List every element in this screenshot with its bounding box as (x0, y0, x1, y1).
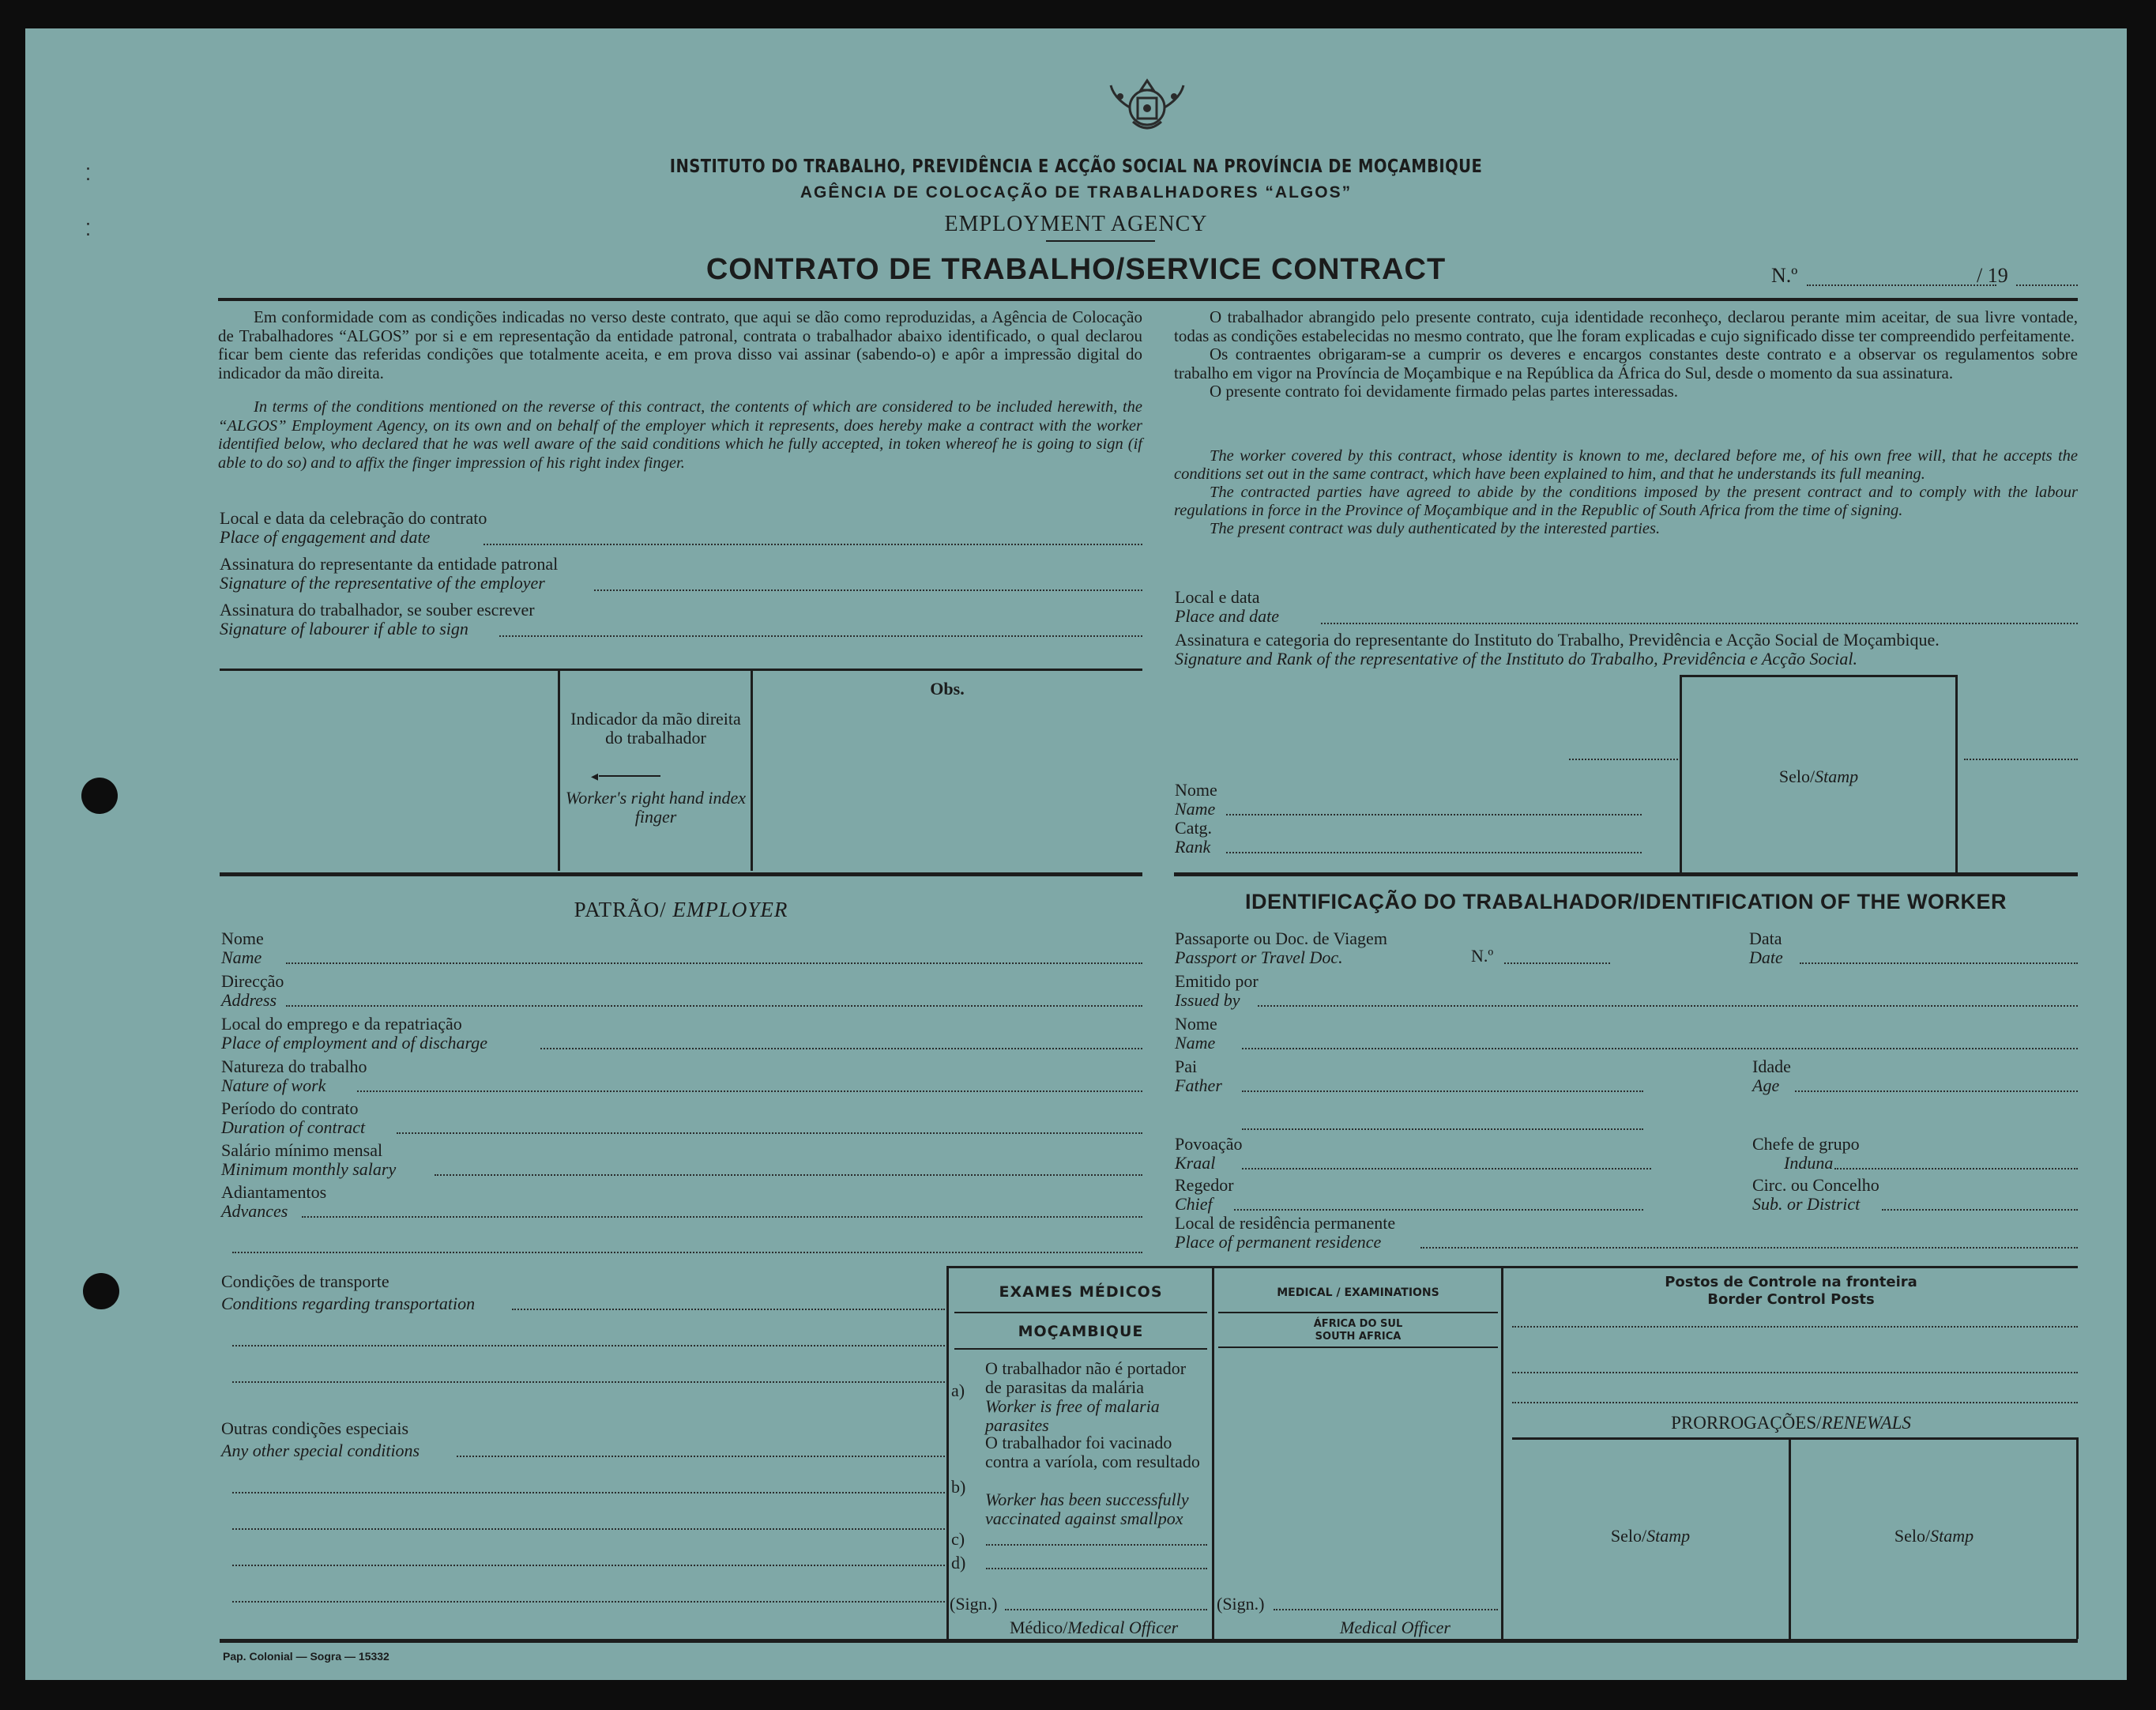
residence-label-en: Place of permanent residence (1175, 1232, 1382, 1252)
border-post-line2[interactable] (1512, 1372, 2078, 1373)
employer-field-label-pt: Nome (221, 928, 264, 948)
mz-officer-pt: Médico/ (1010, 1618, 1068, 1637)
employer-field-label-pt: Adiantamentos (221, 1182, 327, 1202)
age-field[interactable] (1795, 1090, 2078, 1092)
border-posts-title: Postos de Controle na fronteira (1665, 1274, 1917, 1290)
district-field[interactable] (1882, 1209, 2078, 1211)
renewals-pt: PRORROGAÇÕES/ (1671, 1413, 1822, 1433)
other-conditions-field[interactable] (457, 1456, 945, 1457)
mozambique-divider (954, 1348, 1207, 1350)
other-conditions-line2[interactable] (232, 1492, 945, 1493)
renewal-stamp-2-pt: Selo/ (1894, 1526, 1931, 1546)
worker-name-field[interactable] (1242, 1048, 2078, 1049)
issued-label-en: Issued by (1175, 990, 1240, 1010)
contract-form (25, 28, 2127, 1680)
medical-examinations-title: MEDICAL / EXAMINATIONS (1277, 1286, 1439, 1299)
other-conditions-label-en: Any other special conditions (221, 1441, 420, 1460)
place-label-pt: Local e data da celebração do contrato (220, 508, 487, 528)
other-conditions-line3[interactable] (232, 1528, 945, 1530)
finger-label-pt: Indicador da mão direita do trabalhador (570, 709, 741, 748)
renewals-en: RENEWALS (1821, 1413, 1911, 1433)
renewal-stamp-1[interactable] (1514, 1527, 1787, 1546)
employer-field-label-en: Nature of work (221, 1075, 326, 1095)
header-rule (218, 298, 2078, 301)
employer-field-label-en: Minimum monthly salary (221, 1159, 397, 1179)
induna-label-pt: Chefe de grupo (1752, 1134, 1860, 1154)
stamp-label (1680, 767, 1958, 786)
passport-number-label: N.º (1471, 946, 1494, 966)
chief-label-pt: Regedor (1175, 1175, 1234, 1195)
passport-date-label-en: Date (1749, 947, 1783, 967)
declaration-en2: The contracted parties have agreed to abide by the conditions imposed by the present contract and to comply with the labour regulations in force in the Province of Moçambique and in the Republic of South Africa from the time of signing. (1174, 484, 2078, 519)
sa-divider-2 (1218, 1347, 1498, 1348)
kraal-field[interactable] (1242, 1168, 1651, 1170)
age-label-en: Age (1752, 1075, 1780, 1095)
declaration-pt1: O trabalhador abrangido pelo presente contrato, cuja identidade reconheço, declarou perante mim aceitar, de sua livre vontade, todas as condições estabelecidas no mesmo contrato, que lhe foram explicadas e cujo significado disse ter compreendido perfeitamente. (1174, 307, 2078, 345)
institute-signature-label-en: Signature and Rank of the representative of the Instituto do Trabalho, Previdência e Acção Social. (1175, 649, 1857, 669)
item-d-field[interactable] (986, 1568, 1207, 1569)
year-label: / 19 (1977, 264, 2008, 287)
worker-name-label-pt: Nome (1175, 1014, 1217, 1034)
intro-pt-text: Em conformidade com as condições indicadas no verso deste contrato, que aqui se dão como reproduzidas, a Agência de Colocação de Trabalhadores “ALGOS” por si e em representação da entidade patronal, contrata o trabalhador abaixo identificado, o qual declarou ficar bem ciente das referidas condições que totalmente aceita, e em prova disso vai assinar (sabendo-o) e apôr a impressão digital do indicador da mão direita. (218, 307, 1142, 382)
employer-field-label-pt: Salário mínimo mensal (221, 1140, 383, 1160)
rep-name-label-pt: Nome (1175, 780, 1217, 800)
transport-field-line3[interactable] (232, 1381, 945, 1383)
signature-labourer-label-pt: Assinatura do trabalhador, se souber escrever (220, 600, 535, 620)
other-conditions-line4[interactable] (232, 1565, 945, 1566)
place-date-field[interactable] (484, 544, 1142, 545)
signature-labourer-label-en: Signature of labourer if able to sign (220, 619, 468, 638)
declaration-pt (1174, 308, 2078, 401)
rep-name-field[interactable] (1226, 814, 1642, 815)
punch-hole-upper (81, 778, 118, 814)
sa-divider (1218, 1312, 1498, 1313)
renewal-stamp-2-en: Stamp (1930, 1526, 1974, 1546)
item-c-label: c) (951, 1529, 965, 1549)
medical-exams-divider (954, 1312, 1207, 1313)
renewals-rule (1512, 1437, 2078, 1440)
age-label-pt: Idade (1752, 1057, 1791, 1076)
mozambique-title: MOÇAMBIQUE (1018, 1323, 1144, 1340)
district-label-en: Sub. or District (1752, 1194, 1861, 1214)
employer-field-label-pt: Direcção (221, 971, 284, 991)
stamp-label-en: Stamp (1815, 766, 1859, 786)
mz-sign-field[interactable] (1005, 1609, 1207, 1610)
intro-paragraph-pt (218, 308, 1142, 382)
signature-employer-label-en: Signature of the representative of the employer (220, 573, 545, 593)
title-divider (1046, 240, 1155, 242)
employer-field-label-pt: Natureza do trabalho (221, 1057, 367, 1076)
fingerprint-box-right (751, 670, 753, 871)
father-field[interactable] (1242, 1090, 1643, 1092)
transport-field[interactable] (512, 1309, 945, 1310)
salary-field[interactable] (435, 1174, 1142, 1176)
renewals-title (1504, 1413, 2078, 1433)
rep-rank-label-en: Rank (1175, 837, 1211, 857)
institute-signature-label-pt: Assinatura e categoria do representante do Instituto do Trabalho, Previdência e Acção Social de Moçambique. (1175, 630, 1940, 650)
kraal-label-en: Kraal (1175, 1153, 1216, 1173)
right-section-rule (1174, 872, 2078, 876)
rep-rank-field[interactable] (1226, 852, 1642, 853)
passport-number-field[interactable] (1504, 962, 1610, 964)
agency-title: AGÊNCIA DE COLOCAÇÃO DE TRABALHADORES “ALGOS” (800, 183, 1353, 202)
other-conditions-label-pt: Outras condições especiais (221, 1418, 409, 1438)
passport-date-field[interactable] (1800, 962, 2078, 964)
page-title: CONTRATO DE TRABALHO/SERVICE CONTRACT (705, 253, 1447, 286)
smallpox-text-pt: O trabalhador foi vacinado contra a varíola, com resultado (985, 1433, 1200, 1471)
duration-field[interactable] (397, 1132, 1142, 1134)
transport-label-pt: Condições de transporte (221, 1271, 389, 1291)
employer-field-label-en: Duration of contract (221, 1117, 366, 1137)
border-posts-subtitle: Border Control Posts (1707, 1291, 1875, 1308)
edge-mark-upper: ⁚ (85, 164, 91, 184)
declaration-en3: The present contract was duly authenticated by the interested parties. (1210, 520, 1661, 537)
medical-exams-title: EXAMES MÉDICOS (999, 1283, 1163, 1301)
issued-by-field[interactable] (1258, 1005, 2078, 1007)
mz-officer-label (1010, 1618, 1178, 1637)
agency-subtitle: EMPLOYMENT AGENCY (944, 212, 1208, 236)
intro-en-text: In terms of the conditions mentioned on the reverse of this contract, the contents of which are considered to be included herewith, the “ALGOS” Employment Agency, on its own and on behalf of the employer which it represents, does hereby make a contract with the worker identified below, who declared that he was well aware of the said conditions which he fully accepted, in token whereof he is going to sign (if able to do so) and to affix the finger impression of his right index finger. (218, 398, 1142, 472)
renewal-stamp-2[interactable] (1792, 1527, 2076, 1546)
border-post-line1[interactable] (1512, 1326, 2078, 1328)
south-africa-pt: ÁFRICA DO SUL (1313, 1318, 1403, 1330)
signature-employer-label-pt: Assinatura do representante da entidade patronal (220, 554, 559, 574)
mz-sign-label: (Sign.) (950, 1594, 998, 1614)
malaria-text-pt: O trabalhador não é portador de parasitas da malária (985, 1358, 1187, 1397)
medical-col-mid (1212, 1266, 1214, 1639)
kraal-label-pt: Povoação (1175, 1134, 1243, 1154)
medical-col-left (946, 1266, 949, 1639)
lower-grid-top-rule (946, 1266, 2078, 1268)
employer-field-label-en: Name (221, 947, 262, 967)
passport-label-en: Passport or Travel Doc. (1175, 947, 1343, 967)
local-date-field[interactable] (1321, 623, 2078, 624)
contract-number-label: N.º (1771, 264, 1798, 287)
bottom-rule (220, 1639, 2078, 1643)
signature-employer-field[interactable] (594, 589, 1142, 591)
sa-officer-label: Medical Officer (1340, 1618, 1451, 1637)
issued-label-pt: Emitido por (1175, 971, 1259, 991)
employer-address-field[interactable] (286, 1005, 1142, 1007)
advances-field[interactable] (302, 1216, 1142, 1218)
father-field-line2[interactable] (1242, 1128, 1643, 1130)
arrow-left-icon: ◂ (591, 768, 599, 784)
item-b-label: b) (951, 1477, 966, 1497)
residence-label-pt: Local de residência permanente (1175, 1213, 1396, 1233)
chief-field[interactable] (1234, 1209, 1643, 1211)
stamp-right-dotline (1964, 759, 2078, 760)
year-field[interactable] (2016, 284, 2078, 286)
employer-field-label-pt: Local do emprego e da repatriação (221, 1014, 462, 1034)
worker-section-title: IDENTIFICAÇÃO DO TRABALHADOR/IDENTIFICATION OF THE WORKER (1245, 890, 2007, 913)
border-col-left (1501, 1266, 1503, 1639)
nature-of-work-field[interactable] (357, 1090, 1142, 1092)
item-d-label: d) (951, 1553, 966, 1573)
border-post-line3[interactable] (1512, 1402, 2078, 1403)
induna-label-en: Induna (1784, 1153, 1834, 1173)
father-label-en: Father (1175, 1075, 1222, 1095)
renewal-stamp-1-en: Stamp (1646, 1526, 1691, 1546)
fingerprint-box-top-rule (220, 669, 1142, 671)
employer-field-label-en: Advances (221, 1201, 288, 1221)
place-label-en: Place of engagement and date (220, 527, 431, 547)
obs-label: Obs. (930, 679, 965, 699)
advances-field-line2[interactable] (232, 1252, 1142, 1253)
employer-name-field[interactable] (286, 962, 1142, 964)
passport-label-pt: Passaporte ou Doc. de Viagem (1175, 928, 1387, 948)
chief-label-en: Chief (1175, 1194, 1213, 1214)
institute-title: INSTITUTO DO TRABALHO, PREVIDÊNCIA E ACÇÃO SOCIAL NA PROVÍNCIA DE MOÇAMBIQUE (669, 156, 1483, 177)
printer-footer: Pap. Colonial — Sogra — 15332 (223, 1650, 389, 1663)
worker-name-label-en: Name (1175, 1033, 1216, 1053)
intro-paragraph-en (218, 398, 1142, 473)
rep-rank-label-pt: Catg. (1175, 818, 1213, 838)
rep-name-label-en: Name (1175, 799, 1216, 819)
residence-field[interactable] (1420, 1247, 2078, 1249)
sa-sign-field[interactable] (1274, 1609, 1498, 1610)
employer-title-en: EMPLOYER (672, 898, 788, 921)
local-date-label-pt: Local e data (1175, 587, 1260, 607)
malaria-text-en: Worker is free of malaria parasites (985, 1396, 1160, 1435)
smallpox-text-en: Worker has been successfully vaccinated against smallpox (985, 1490, 1189, 1528)
declaration-en1: The worker covered by this contract, whose identity is known to me, declared before me, of his own free will, that he accepts the conditions set out in the same contract, which have been explained to him, and that he understands its full meaning. (1174, 447, 2078, 483)
edge-mark-lower: ⁚ (85, 220, 91, 239)
induna-field[interactable] (1834, 1168, 2078, 1170)
renewals-divider (1789, 1437, 1791, 1639)
employment-place-field[interactable] (540, 1048, 1142, 1049)
punch-hole-lower (83, 1273, 119, 1309)
finger-label-en: Worker's right hand index finger (565, 788, 747, 827)
fingerprint-box-bottom-rule (220, 872, 1142, 876)
employer-field-label-en: Address (221, 990, 277, 1010)
coat-of-arms-emblem (1106, 74, 1188, 136)
employer-title-pt: PATRÃO/ (574, 898, 667, 921)
contract-number-field[interactable] (1807, 284, 1996, 286)
passport-date-label-pt: Data (1749, 928, 1782, 948)
employer-field-label-en: Place of employment and of discharge (221, 1033, 488, 1053)
mz-officer-en: Medical Officer (1067, 1618, 1179, 1637)
south-africa-en: SOUTH AFRICA (1315, 1331, 1402, 1343)
arrow-line (599, 775, 660, 777)
fingerprint-box-left (558, 670, 560, 871)
district-label-pt: Circ. ou Concelho (1752, 1175, 1879, 1195)
employer-field-label-pt: Período do contrato (221, 1098, 359, 1118)
declaration-pt2: Os contraentes obrigaram-se a cumprir os deveres e encargos constantes deste contrato e a observar os regulamentos sobre trabalho em vigor na Província de Moçambique e na República da África do Sul, desde o momento da sua assinatura. (1174, 345, 2078, 382)
transport-field-line2[interactable] (232, 1345, 945, 1347)
item-a-label: a) (951, 1380, 965, 1400)
renewal-stamp-1-pt: Selo/ (1610, 1526, 1647, 1546)
local-date-label-en: Place and date (1175, 606, 1279, 626)
renewals-right-edge (2076, 1437, 2079, 1639)
declaration-en (1174, 447, 2078, 538)
declaration-pt3: O presente contrato foi devidamente firmado pelas partes interessadas. (1210, 382, 1679, 401)
signature-labourer-field[interactable] (499, 635, 1142, 637)
other-conditions-line5[interactable] (232, 1601, 945, 1603)
stamp-label-pt: Selo/ (1778, 766, 1815, 786)
transport-label-en: Conditions regarding transportation (221, 1294, 476, 1313)
father-label-pt: Pai (1175, 1057, 1198, 1076)
stamp-left-dotline (1569, 759, 1678, 760)
sa-sign-label: (Sign.) (1217, 1594, 1265, 1614)
employer-title (220, 898, 1142, 922)
item-c-field[interactable] (986, 1544, 1207, 1546)
